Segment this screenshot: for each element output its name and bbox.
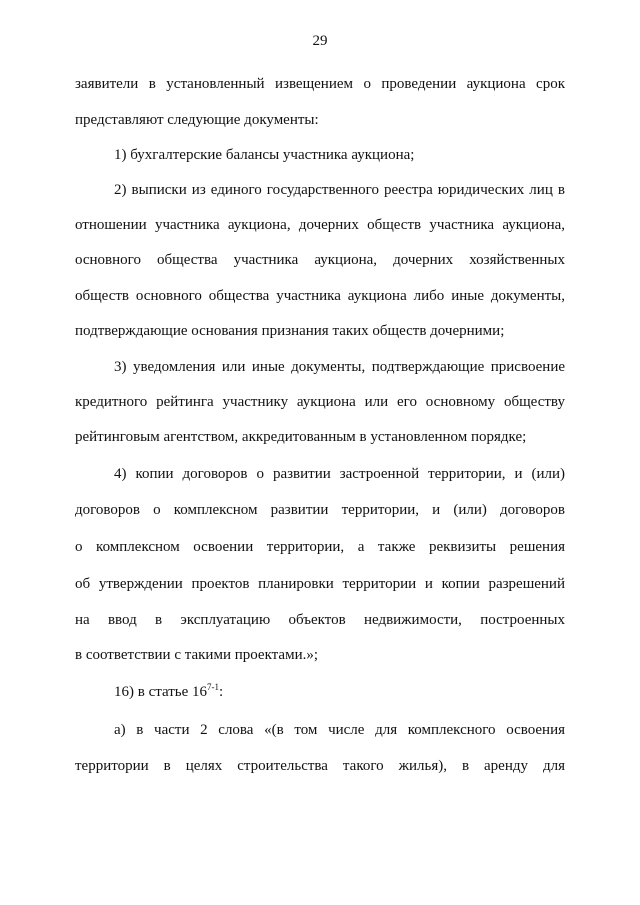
text-line: об утверждении проектов планировки территории и копии разрешений: [75, 576, 565, 592]
article-heading-colon: :: [219, 684, 224, 700]
text-line: основного общества участника аукциона, дочерних хозяйственных: [75, 252, 565, 268]
text-line: обществ основного общества участника аукциона либо иные документы,: [75, 288, 565, 304]
page-number: 29: [312, 33, 328, 49]
article-heading: [114, 682, 565, 702]
text-line: кредитного рейтинга участнику аукциона или его основному обществу: [75, 394, 565, 410]
text-line: отношении участника аукциона, дочерних обществ участника аукциона,: [75, 217, 565, 233]
list-item-4: 4) копии договоров о развитии застроенной территории, и (или): [114, 466, 565, 482]
text-line: в соответствии с такими проектами.»;: [75, 647, 319, 663]
text-line: подтверждающие основания признания таких обществ дочерними;: [75, 323, 505, 339]
text-line: о комплексном освоении территории, а также реквизиты решения: [75, 539, 565, 555]
text-line: территории в целях строительства такого жилья), в аренду для: [75, 758, 565, 774]
text-line: заявители в установленный извещением о проведении аукциона срок: [75, 76, 565, 92]
list-item-3: 3) уведомления или иные документы, подтверждающие присвоение: [114, 359, 565, 375]
text-line: представляют следующие документы:: [75, 112, 319, 128]
list-item-2: 2) выписки из единого государственного реестра юридических лиц в: [114, 182, 565, 198]
subitem-a: а) в части 2 слова «(в том числе для комплексного освоения: [114, 722, 565, 738]
text-line: на ввод в эксплуатацию объектов недвижимости, построенных: [75, 612, 565, 628]
text-line: рейтинговым агентством, аккредитованным в установленном порядке;: [75, 429, 527, 445]
list-item-1: 1) бухгалтерские балансы участника аукциона;: [114, 147, 415, 163]
text-line: договоров о комплексном развитии территории, и (или) договоров: [75, 502, 565, 518]
article-heading-text: 16) в статье 16: [114, 684, 208, 700]
article-superscript: 7-1: [207, 682, 220, 692]
